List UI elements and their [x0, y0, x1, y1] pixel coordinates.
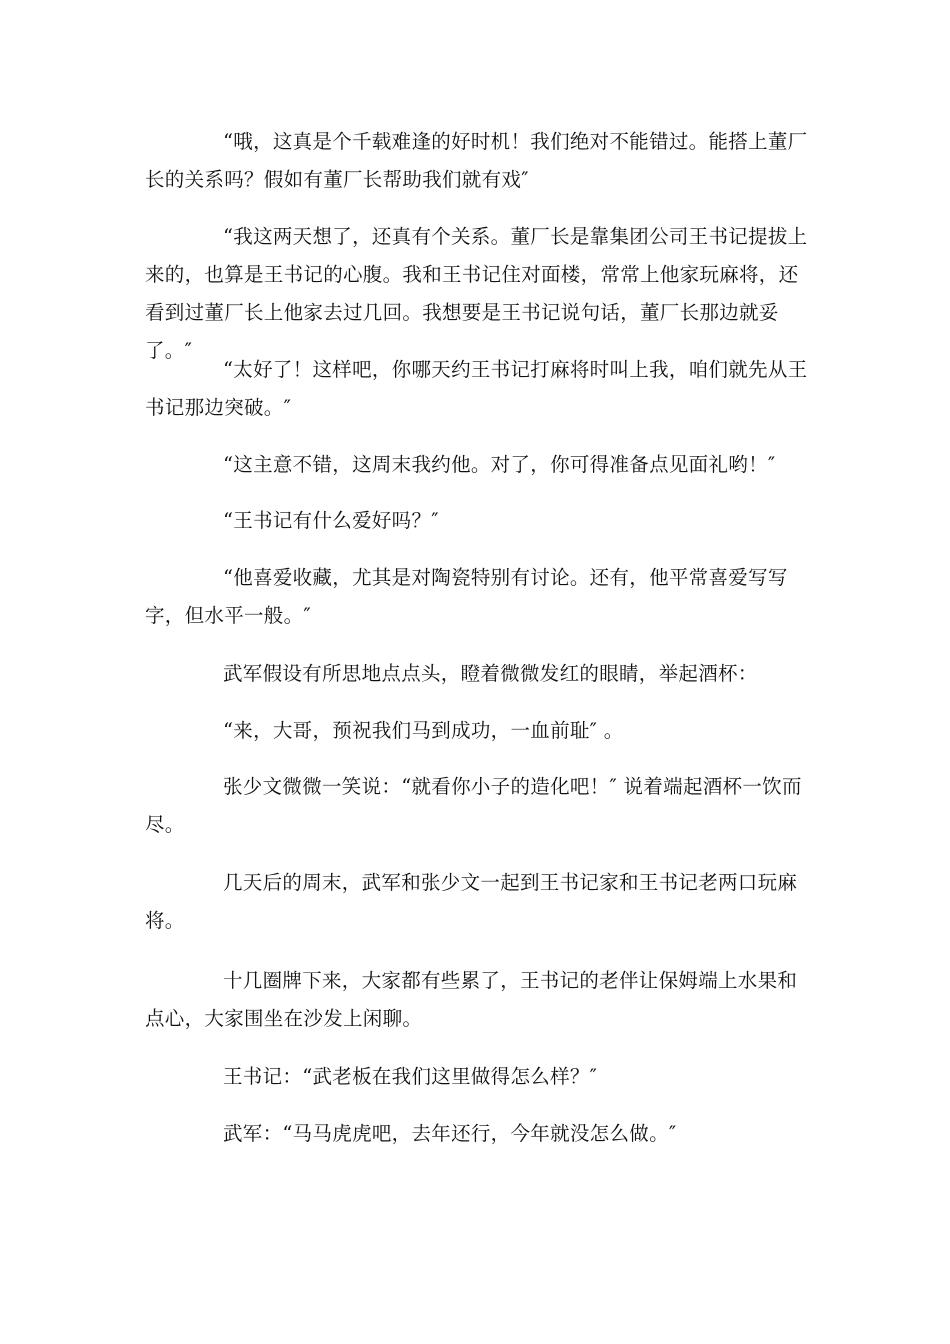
- paragraph-5: “王书记有什么爱好吗？″: [223, 509, 439, 532]
- paragraph-6: “他喜爱收藏，尤其是对陶瓷特别有讨论。还有，他平常喜爱写写字，但水平一般。″: [145, 566, 788, 627]
- paragraph-1: “哦，这真是个千载难逢的好时机！我们绝对不能错过。能搭上董厂长的关系吗？假如有董厂长帮助我们就有戏″: [145, 130, 808, 191]
- paragraph-8: “来，大哥，预祝我们马到成功，一血前耻″ 。: [223, 719, 624, 742]
- paragraph-7: 武军假设有所思地点点头，瞪着微微发红的眼睛，举起酒杯：: [223, 662, 758, 685]
- paragraph-9: 张少文微微一笑说：“就看你小子的造化吧！″ 说着端起酒杯一饮而尽。: [145, 775, 802, 836]
- paragraph-13: 武军：“马马虎虎吧，去年还行，今年就没怎么做。″: [223, 1122, 677, 1145]
- paragraph-10: 几天后的周末，武军和张少文一起到王书记家和王书记老两口玩麻将。: [145, 871, 798, 932]
- paragraph-11: 十几圈牌下来，大家都有些累了，王书记的老伴让保姆端上水果和点心，大家围坐在沙发上闲聊。: [145, 969, 798, 1030]
- paragraph-12: 王书记：“武老板在我们这里做得怎么样？″: [223, 1065, 598, 1088]
- paragraph-3: “太好了！这样吧，你哪天约王书记打麻将时叫上我，咱们就先从王书记那边突破。″: [145, 358, 808, 419]
- paragraph-2: “我这两天想了，还真有个关系。董厂长是靠集团公司王书记提拔上来的，也算是王书记的心腹。我和王书记住对面楼，常常上他家玩麻将，还看到过董厂长上他家去过几回。我想要是王书记说句话，董厂长那边就妥了。″: [145, 225, 808, 362]
- paragraph-4: “这主意不错，这周末我约他。对了，你可得准备点见面礼哟！″: [223, 453, 776, 476]
